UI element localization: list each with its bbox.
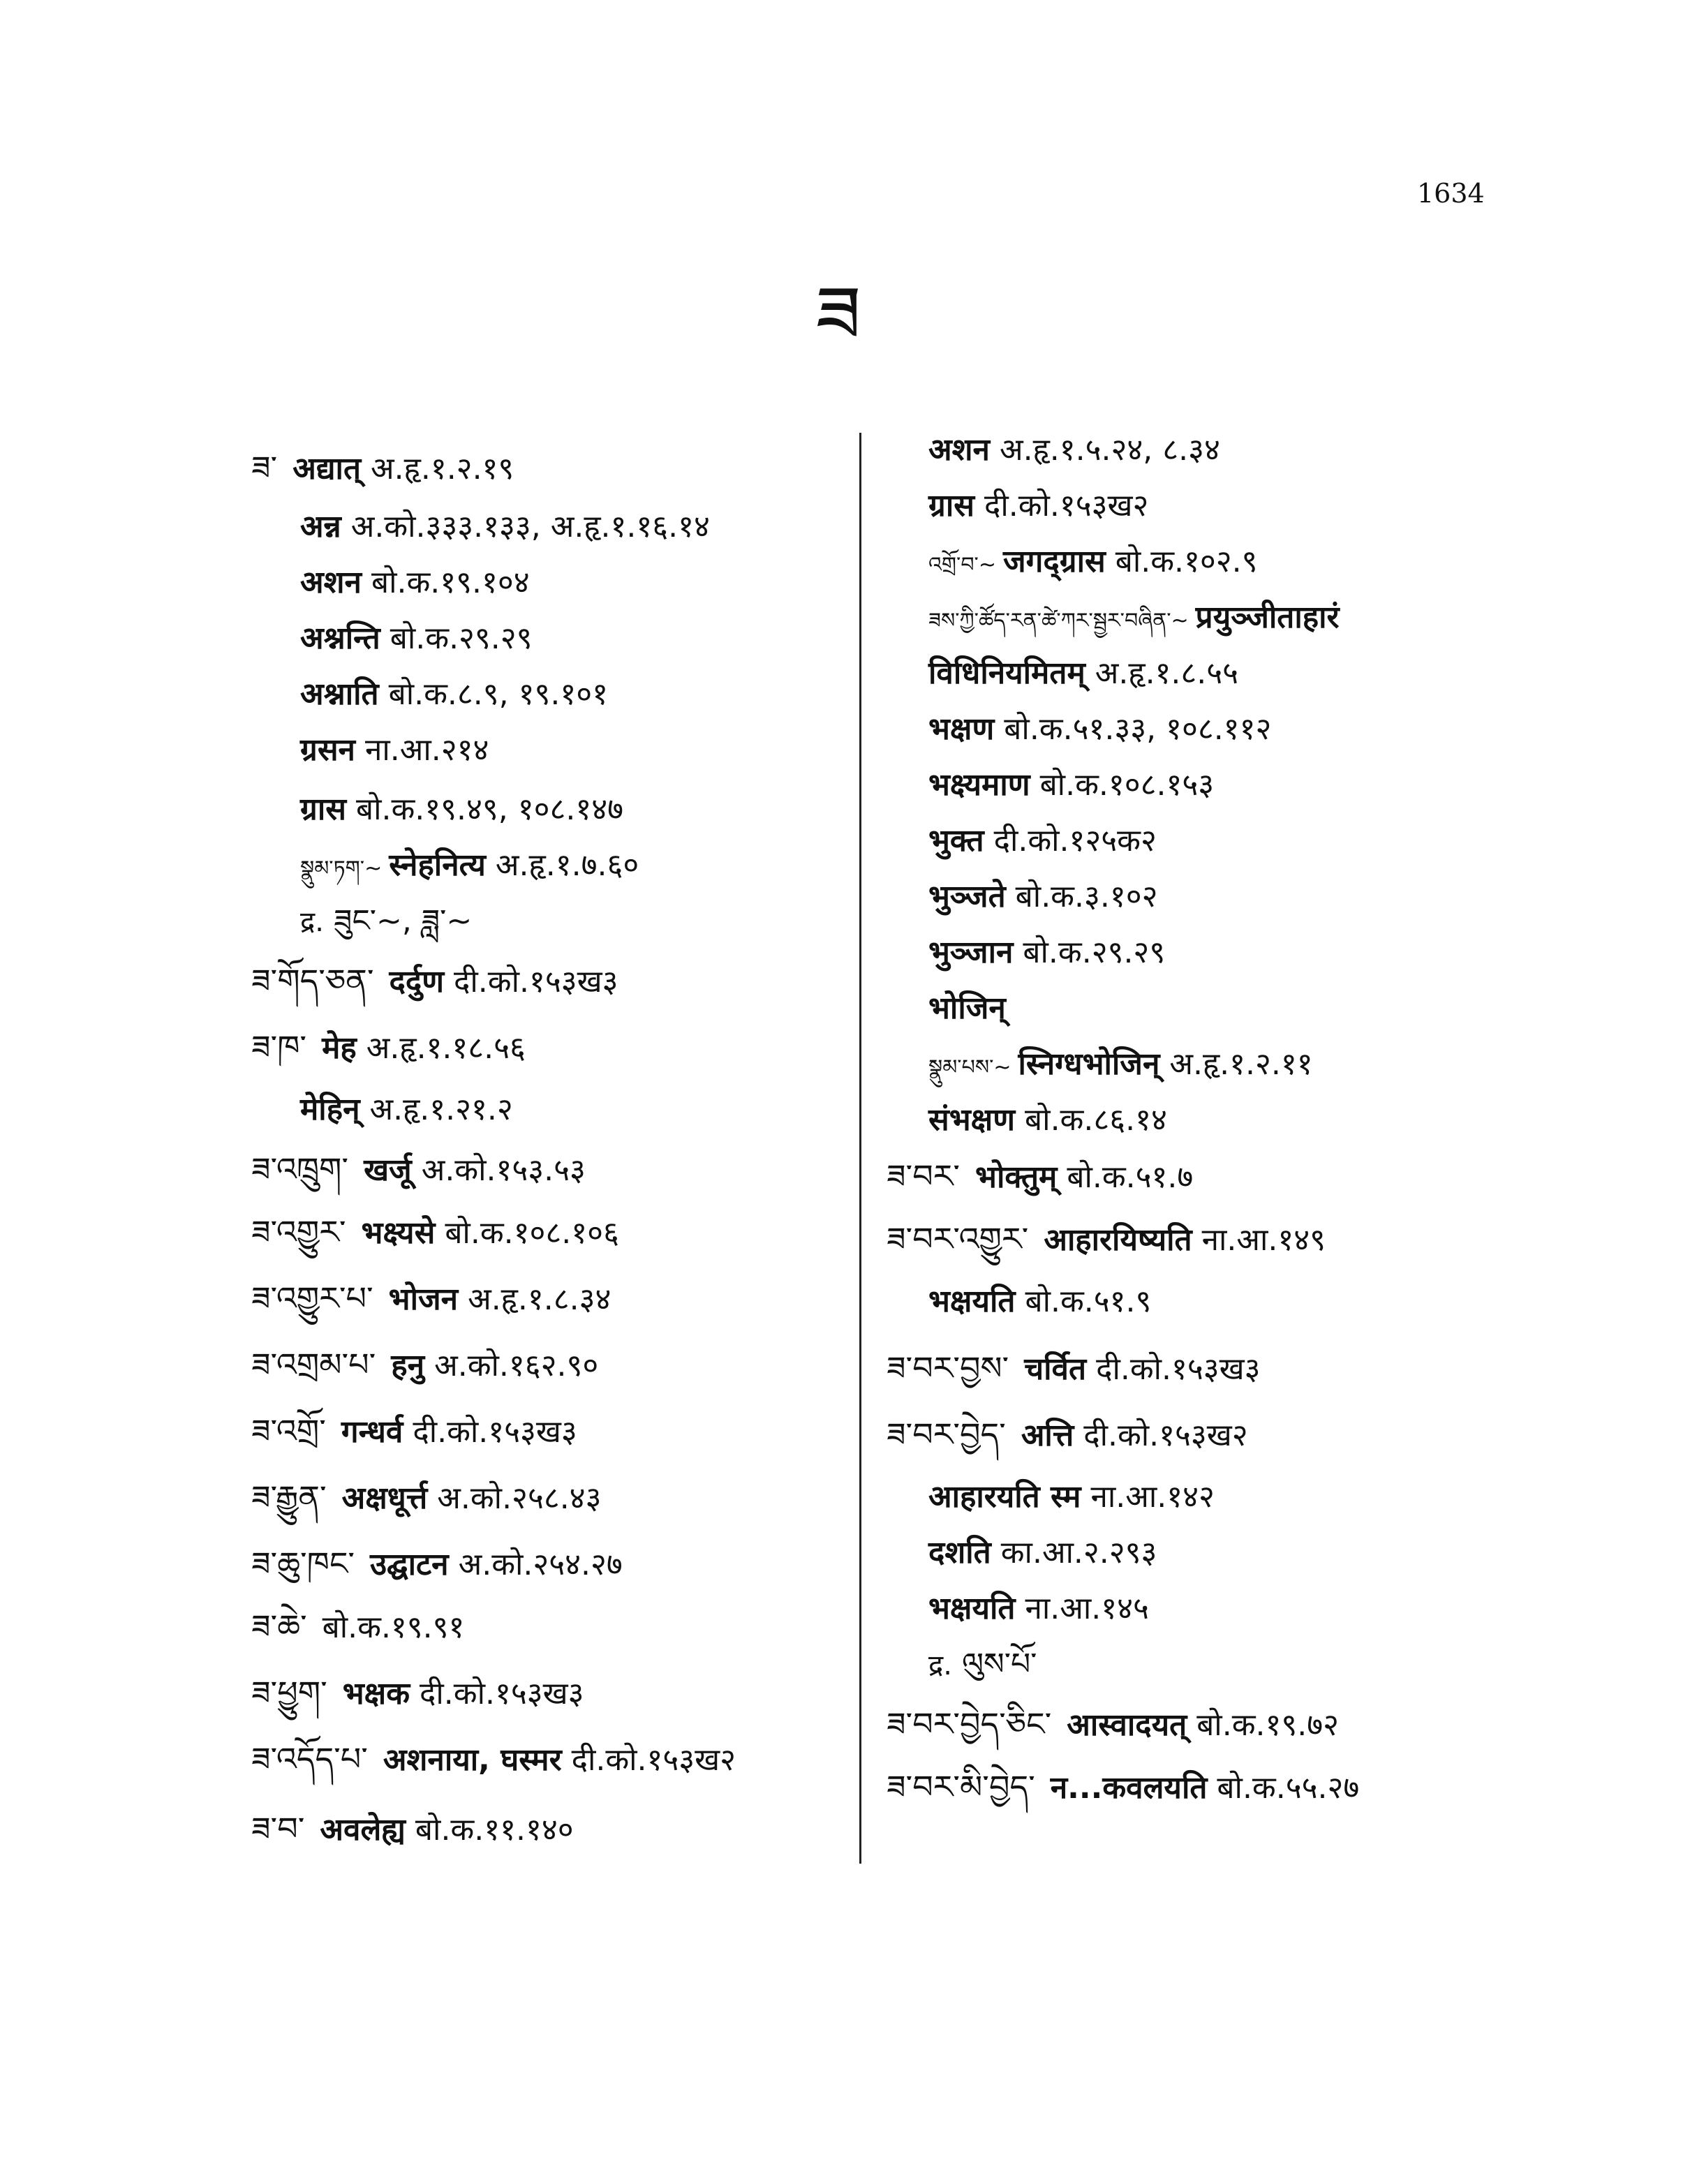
sanskrit-equivalent: भक्ष्यसे (361, 1215, 436, 1251)
sanskrit-equivalent: ग्रास (300, 792, 346, 827)
sanskrit-equivalent: आहारयति स्म (928, 1479, 1081, 1515)
tibetan-compound-prefix: འགྲོ་བ་~ (928, 553, 996, 577)
source-reference: अ.को.१५३.५३ (421, 1152, 586, 1188)
source-reference: बो.क.८६.१४ (1025, 1102, 1167, 1138)
sanskrit-equivalent: अशन (928, 432, 990, 468)
source-reference: ལུས་པོ་ (961, 1647, 1037, 1682)
source-reference: अ.हृ.१.५.२४, ८.३४ (999, 432, 1220, 468)
sanskrit-equivalent: दर्दुण (389, 964, 445, 1000)
sanskrit-equivalent: भक्षयति (928, 1284, 1016, 1319)
source-reference: बो.क.५१.७ (1067, 1159, 1194, 1195)
tibetan-headword: ཟ་བ་ (251, 1810, 305, 1848)
sanskrit-equivalent: अश्नन्ति (300, 621, 380, 656)
sanskrit-equivalent: उद्घाटन (370, 1547, 449, 1582)
sanskrit-equivalent: भोक्तुम् (975, 1159, 1058, 1195)
source-reference: बो.क.८.९, १९.१०१ (388, 676, 608, 712)
right-column-entry (928, 597, 1349, 642)
page-number: 1634 (1417, 178, 1485, 209)
source-reference: अ.को.३३३.१३३, अ.हृ.१.१६.१४ (350, 509, 710, 544)
sanskrit-equivalent: दशति (928, 1535, 991, 1570)
right-column-entry (928, 1532, 1157, 1574)
sanskrit-equivalent: आहारयिष्यति (1044, 1222, 1192, 1258)
sanskrit-equivalent: संभक्षण (928, 1102, 1016, 1138)
source-reference: दी.को.१५३ख३ (420, 1676, 584, 1711)
tibetan-headword: ཟ་བར་བྱེད་ (887, 1416, 1006, 1453)
left-column-entry (251, 1476, 601, 1520)
sanskrit-equivalent: भोजन (388, 1282, 459, 1317)
source-reference: अ.हृ.१.२.१९ (371, 451, 514, 486)
sanskrit-equivalent: भुञ्जते (928, 879, 1006, 914)
source-reference: बो.क.११.१४० (415, 1812, 574, 1848)
left-column-entry (300, 900, 472, 943)
sanskrit-equivalent: अत्ति (1021, 1418, 1074, 1453)
tibetan-compound-prefix: ཟས་ཀྱི་ཚོད་རན་ཚེ་ཀར་སྦྱར་བཞིན་~ (928, 609, 1189, 633)
source-reference: बो.क.२९.२९ (390, 621, 533, 656)
sanskrit-equivalent: भुञ्जान (928, 935, 1014, 970)
sanskrit-equivalent: ग्रसन (300, 732, 355, 768)
tibetan-headword: ཟ་བར་ (887, 1157, 961, 1195)
source-reference: बो.क.१०८.१५३ (1039, 767, 1215, 803)
right-column-entry (928, 1476, 1215, 1518)
sanskrit-equivalent: अशनाया, घस्मर (383, 1742, 562, 1778)
tibetan-headword: ཟ་རྒྱུན་ (251, 1478, 327, 1516)
right-column-entry (928, 429, 1220, 471)
tibetan-headword: ཟ་འཁྲུག་ (251, 1150, 349, 1188)
source-reference: अ.हृ.१.२.११ (1169, 1046, 1313, 1082)
left-column-entry (300, 1089, 513, 1131)
sanskrit-equivalent: गन्धर्व (341, 1414, 403, 1450)
column-divider (859, 433, 861, 1864)
sanskrit-equivalent: भक्षण (928, 711, 995, 747)
sanskrit-equivalent: भक्षक (342, 1676, 410, 1711)
tibetan-headword: ཟ་འགྱུར་ (251, 1213, 346, 1251)
tibetan-headword: ཟ་འགྲོ་ (251, 1412, 326, 1450)
left-column-entry (251, 447, 514, 490)
tibetan-headword: ཟ་འདོད་པ་ (251, 1740, 368, 1778)
sanskrit-equivalent: अन्न (300, 509, 341, 544)
sanskrit-equivalent: विधिनियमितम् (928, 655, 1085, 691)
source-reference: बो.क.१०८.१०६ (445, 1215, 619, 1251)
right-column-entry (887, 1413, 1248, 1457)
sanskrit-equivalent: चर्वित (1024, 1351, 1087, 1387)
tibetan-headword: ཟ་གོད་ཅན་ (251, 962, 374, 1000)
right-column-entry (887, 1703, 1339, 1746)
right-column-entry (928, 820, 1157, 862)
left-column-entry (251, 1277, 611, 1321)
tibetan-compound-prefix: སྣུམ་ཏག་~ (300, 856, 383, 881)
right-column-entry (928, 932, 1165, 974)
tibetan-headword: ཟ་བར་མི་བྱེད་ (887, 1768, 1035, 1806)
left-column-entry (251, 1344, 598, 1387)
left-column-entry (251, 1026, 526, 1069)
left-column-entry (251, 1738, 736, 1781)
source-reference: ना.आ.२१४ (364, 732, 489, 768)
right-column-entry (928, 485, 1148, 527)
left-column-entry (251, 1808, 574, 1851)
source-reference: अ.को.२५४.२७ (458, 1547, 623, 1582)
sanskrit-equivalent: स्नेहनित्य (389, 847, 486, 883)
sanskrit-equivalent: मेह (322, 1030, 357, 1066)
sanskrit-equivalent: न...कवलयति (1050, 1770, 1208, 1806)
source-reference: अ.हृ.१.२१.२ (369, 1092, 513, 1127)
sanskrit-equivalent: ग्रास (928, 488, 974, 523)
sanskrit-equivalent: अद्यात् (292, 451, 362, 486)
source-reference: दी.को.१५३ख२ (571, 1742, 736, 1778)
right-column-entry (928, 876, 1157, 918)
right-column-entry (928, 764, 1214, 806)
source-reference: अ.हृ.१.७.६० (495, 847, 639, 883)
sanskrit-equivalent: हनु (391, 1348, 425, 1383)
left-column-entry (300, 674, 608, 715)
left-column-entry (251, 1605, 464, 1649)
source-reference: बो.क.१९.९१ (322, 1610, 465, 1645)
source-reference: अ.हृ.१.८.३४ (468, 1282, 611, 1317)
source-reference: दी.को.१५३ख३ (454, 964, 618, 1000)
sanskrit-equivalent: खर्जू (364, 1152, 412, 1188)
tibetan-headword: ཟ་བར་འགྱུར་ (887, 1220, 1029, 1258)
source-reference: अ.को.२५८.४३ (437, 1480, 602, 1516)
source-reference: ཟུང་~, ཟླ་~ (333, 903, 473, 939)
sanskrit-equivalent: मेहिन् (300, 1092, 360, 1127)
left-column-entry (300, 729, 489, 771)
source-reference: बो.क.१९.७२ (1196, 1707, 1339, 1743)
source-reference: का.आ.२.२९३ (1000, 1535, 1157, 1570)
sanskrit-equivalent: स्निग्धभोजिन् (1018, 1046, 1160, 1082)
tibetan-headword: ཟ་ (251, 449, 278, 486)
tibetan-headword: ཟ་བར་བྱས་ (887, 1349, 1009, 1387)
source-reference: अ.हृ.१.८.५५ (1095, 655, 1239, 691)
sanskrit-equivalent: अशन (300, 565, 362, 600)
right-column-entry (887, 1155, 1193, 1198)
left-column-entry (251, 1148, 586, 1191)
left-column-entry (300, 845, 639, 890)
right-column-entry (928, 1043, 1313, 1089)
sanskrit-equivalent: अश्नाति (300, 676, 379, 712)
left-column-entry (251, 1211, 619, 1254)
sanskrit-equivalent: भक्षयति (928, 1591, 1016, 1626)
source-reference: ना.आ.१४५ (1025, 1591, 1149, 1626)
sanskrit-equivalent: भक्ष्यमाण (928, 767, 1030, 803)
right-column-entry (928, 1281, 1151, 1323)
right-column-entry (928, 708, 1271, 750)
source-reference: बो.क.३.१०२ (1015, 879, 1158, 914)
sanskrit-equivalent: आस्वादयत् (1067, 1707, 1187, 1743)
source-reference: दी.को.१५३ख३ (413, 1414, 577, 1450)
tibetan-compound-prefix: སྣུམ་པས་~ (928, 1055, 1011, 1080)
source-reference: दी.को.१५३ख३ (1096, 1351, 1261, 1387)
tibetan-headword: ཟ་ཕྱུག་ (251, 1674, 327, 1711)
tibetan-headword: ཟ་འགྱུར་པ་ (251, 1279, 373, 1317)
left-column-entry (251, 1410, 577, 1453)
left-column-entry (251, 1672, 584, 1715)
source-reference: बो.क.१९.१०४ (371, 565, 530, 600)
source-reference: दी.को.१५३ख२ (1083, 1418, 1248, 1453)
left-column-entry (251, 1543, 623, 1586)
right-column-entry (928, 541, 1258, 586)
left-column-entry (300, 789, 623, 831)
right-column-entry (928, 653, 1238, 694)
sanskrit-equivalent: भोजिन् (928, 990, 1006, 1026)
source-reference: बो.क.१०२.९ (1115, 544, 1258, 579)
right-column-entry (928, 1644, 1037, 1686)
source-reference: बो.क.५१.९ (1025, 1284, 1152, 1319)
source-reference: दी.को.१२५क२ (993, 823, 1157, 859)
tibetan-headword: ཟ་ཁ་ (251, 1028, 307, 1066)
left-column-entry (300, 506, 710, 548)
right-column-entry (928, 988, 1016, 1030)
left-column-entry (300, 562, 530, 604)
right-column-entry (928, 1588, 1149, 1630)
section-letter: ཟ (815, 269, 861, 359)
sanskrit-equivalent: भुक्त (928, 823, 984, 859)
see-also-marker: द्र. (928, 1649, 952, 1681)
tibetan-headword: ཟ་འགྲམ་པ་ (251, 1346, 376, 1383)
source-reference: ना.आ.१४२ (1090, 1479, 1215, 1515)
source-reference: बो.क.५१.३३, १०८.११२ (1004, 711, 1272, 747)
source-reference: अ.को.१६२.९० (434, 1348, 599, 1383)
right-column-entry (928, 1099, 1167, 1141)
source-reference: बो.क.१९.४९, १०८.१४७ (355, 792, 623, 827)
left-column-entry (251, 960, 618, 1003)
tibetan-headword: ཟ་ཆུ་ཁང་ (251, 1545, 355, 1582)
source-reference: बो.क.५५.२७ (1217, 1770, 1360, 1806)
sanskrit-equivalent: अक्षधूर्त्त (341, 1480, 428, 1516)
sanskrit-equivalent: प्रयुञ्जीताहारं (1195, 600, 1340, 635)
sanskrit-equivalent: जगद्ग्रास (1003, 544, 1106, 579)
tibetan-headword: ཟ་ཆེ་ (251, 1607, 307, 1645)
right-column-entry (887, 1218, 1326, 1261)
source-reference: ना.आ.१४९ (1201, 1222, 1326, 1258)
see-also-marker: द्र. (300, 906, 324, 938)
source-reference: अ.हृ.१.१८.५६ (366, 1030, 526, 1066)
source-reference: दी.को.१५३ख२ (984, 488, 1149, 523)
right-column-entry (887, 1347, 1261, 1390)
right-column-entry (887, 1766, 1359, 1809)
left-column-entry (300, 618, 533, 660)
sanskrit-equivalent: अवलेह्य (320, 1812, 406, 1848)
source-reference: बो.क.२९.२९ (1023, 935, 1166, 970)
tibetan-headword: ཟ་བར་བྱེད་ཅིང་ (887, 1705, 1052, 1743)
